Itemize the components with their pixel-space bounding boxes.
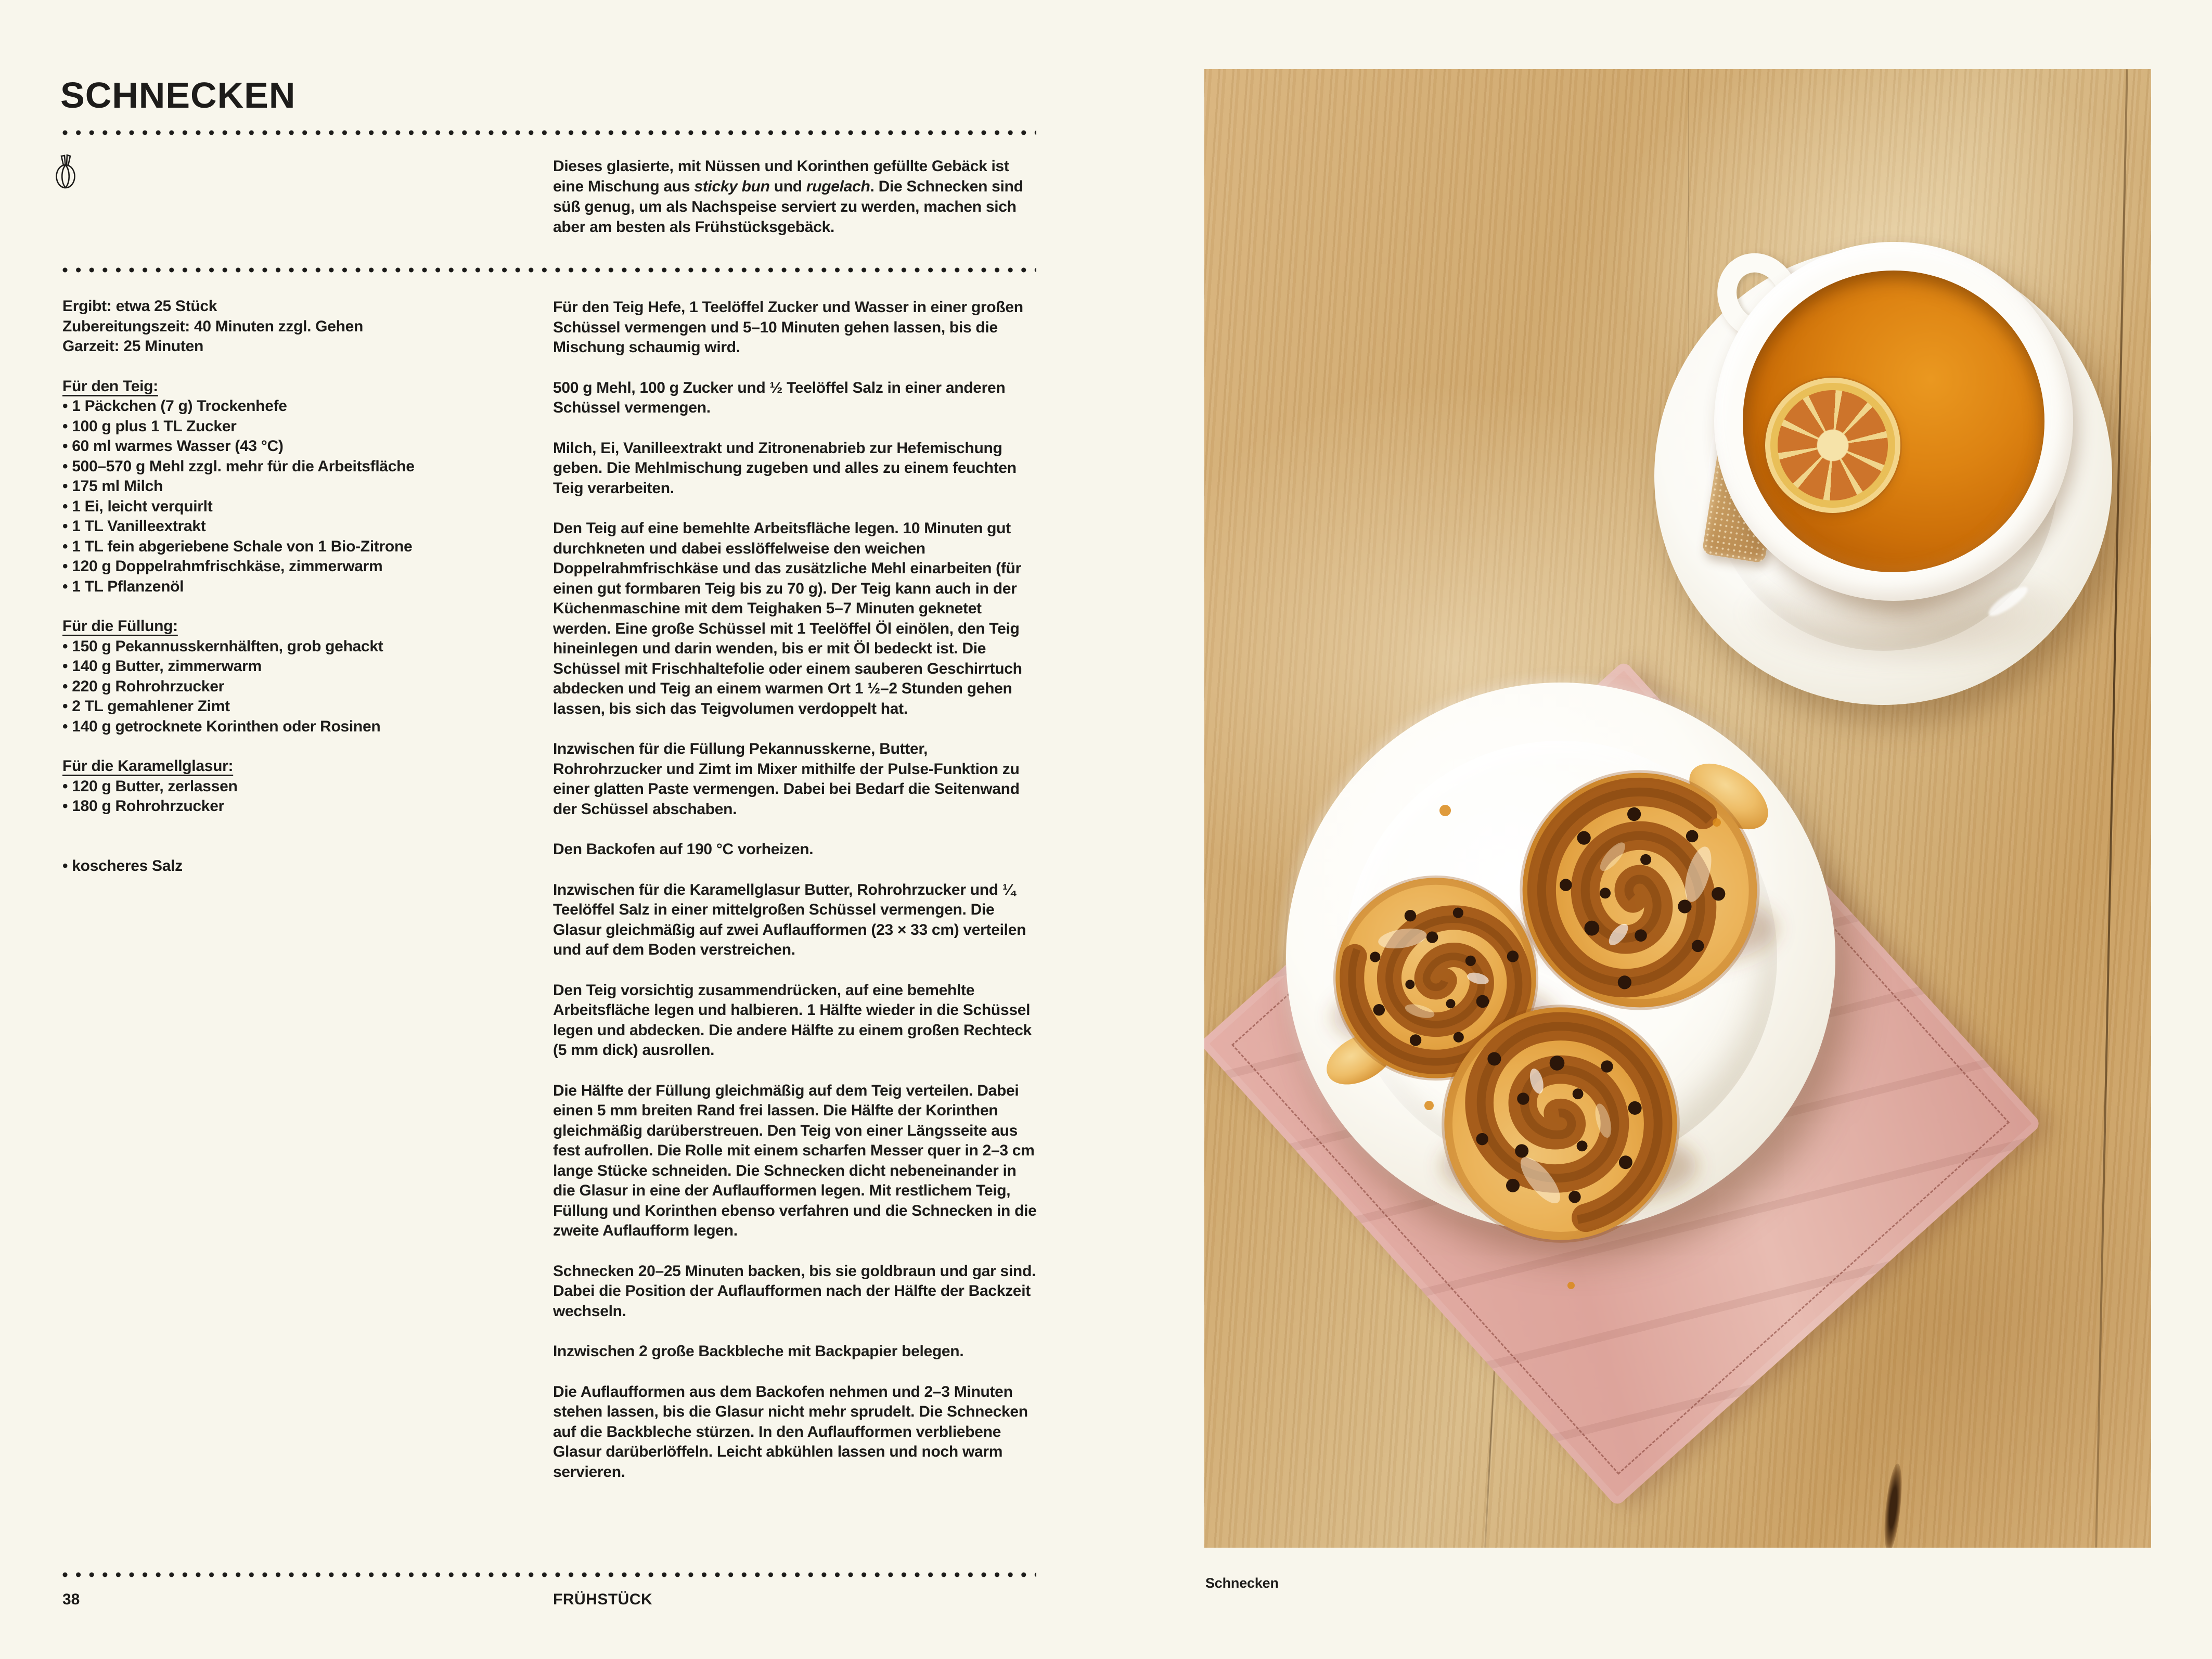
ingredient-item: • 60 ml warmes Wasser (43 °C) — [62, 438, 284, 455]
instructions-column — [553, 298, 1038, 1502]
ingredient-item: • koscheres Salz — [62, 857, 183, 874]
ingredient-item: • 1 TL Vanilleextrakt — [62, 518, 206, 535]
instruction-step: Inzwischen 2 große Backbleche mit Backpapier belegen. — [553, 1343, 964, 1360]
ingredient-item: • 180 g Rohrohrzucker — [62, 798, 224, 815]
intro-italic-sticky-bun: sticky bun — [694, 178, 770, 195]
instruction-step: Die Hälfte der Füllung gleichmäßig auf dem Teig verteilen. Dabei einen 5 mm breiten Rand frei lassen. Die Hälfte der Korinthen gleichmäßig darüberstreuen. Den Teig von einer Längsseite aus fest aufrollen. Die Rolle mit einem scharfen Messer quer in 2–3 cm lange Stücke schneiden. Die Schnecken dicht nebeneinander in die Glasur in eine der Auflaufformen legen. Mit restlichem Teig, Füllung und Korinthen ebenso verfahren und die Schnecken in die zweite Auflaufform legen. — [553, 1082, 1037, 1239]
intro-text: . Die Schnecken sind süß genug, um als Nachspeise serviert zu werden, machen sich aber am besten als Frühstücksgebäck. — [553, 178, 1023, 236]
ingredient-group-heading: Für die Füllung: — [62, 618, 178, 635]
instruction-step: Milch, Ei, Vanilleextrakt und Zitronenabrieb zur Hefemischung geben. Die Mehlmischung zugeben und alles zu einem feuchten Teig verarbeiten. — [553, 439, 1017, 497]
intro-text: und — [769, 178, 806, 195]
dotted-rule-middle — [62, 267, 1036, 273]
onion-icon — [54, 153, 77, 192]
page-number: 38 — [62, 1591, 80, 1608]
recipe-intro — [553, 156, 1038, 237]
ingredient-item: • 140 g Butter, zimmerwarm — [62, 658, 262, 675]
ingredient-group-heading: Für den Teig: — [62, 377, 158, 395]
photo-caption: Schnecken — [1205, 1575, 1279, 1591]
ingredient-item: • 2 TL gemahlener Zimt — [62, 698, 230, 715]
wood-knot — [1881, 1463, 1905, 1548]
dotted-rule-bottom — [62, 1572, 1036, 1577]
instruction-step: Inzwischen für die Füllung Pekannusskerne, Butter, Rohrohrzucker und Zimt im Mixer mithilfe der Pulse-Funktion zu einer glatten Paste vermengen. Dabei bei Bedarf die Seitenwand der Schüssel abschaben. — [553, 740, 1020, 818]
ingredient-item: • 120 g Doppelrahmfrischkäse, zimmerwarm — [62, 558, 383, 575]
instruction-step: Den Backofen auf 190 °C vorheizen. — [553, 841, 814, 858]
meta-line: Ergibt: etwa 25 Stück — [62, 298, 217, 315]
ingredient-list — [62, 856, 541, 877]
recipe-photo — [1204, 69, 2151, 1548]
ingredient-item: • 1 TL fein abgeriebene Schale von 1 Bio-Zitrone — [62, 537, 413, 555]
wood-plank-seam — [1688, 69, 1689, 361]
ingredient-item: • 1 Päckchen (7 g) Trockenhefe — [62, 397, 287, 415]
ingredient-group — [62, 856, 541, 877]
intro-italic-rugelach: rugelach — [806, 178, 870, 195]
ingredient-group — [62, 756, 541, 817]
ingredient-group — [62, 377, 541, 597]
ingredient-item: • 175 ml Milch — [62, 478, 163, 495]
instruction-step: 500 g Mehl, 100 g Zucker und ½ Teelöffel Salz in einer anderen Schüssel vermengen. — [553, 379, 1006, 416]
intro-text: Dieses glasierte, mit Nüssen und Korinthen gefüllte Gebäck ist eine Mischung aus — [553, 158, 1009, 195]
instruction-step: Den Teig auf eine bemehlte Arbeitsfläche legen. 10 Minuten gut durchkneten und dabei esslöffelweise den weichen Doppelrahmfrischkäse und das zusätzliche Mehl einarbeiten (für einen gut formbaren Teig bis zu 70 g). Der Teig kann auch in der Küchenmaschine mit dem Teighaken 5–7 Minuten geknetet werden. Eine große Schüssel mit 1 Teelöffel Öl einölen, den Teig hineinlegen und darin wenden, bis er mit Öl bedeckt ist. Die Schüssel mit Frischhaltefolie oder einem sauberen Geschirrtuch abdecken und Teig an einem warmen Ort 1 ½–2 Stunden gehen lassen, bis sich das Teigvolumen verdoppelt hat. — [553, 520, 1022, 717]
ingredient-item: • 500–570 g Mehl zzgl. mehr für die Arbeitsfläche — [62, 457, 415, 475]
wood-plank-seam — [1484, 1354, 1496, 1548]
meta-line: Zubereitungszeit: 40 Minuten zzgl. Gehen — [62, 317, 364, 335]
page-title: SCHNECKEN — [60, 74, 296, 115]
instruction-step: Die Auflaufformen aus dem Backofen nehmen und 2–3 Minuten stehen lassen, bis die Glasur nicht mehr sprudelt. Die Schnecken auf die Backbleche stürzen. In den Auflaufformen verbliebene Glasur darüberlöffeln. Leicht abkühlen lassen und noch warm servieren. — [553, 1383, 1028, 1481]
instruction-step: Inzwischen für die Karamellglasur Butter, Rohrohrzucker und ¼ Teelöffel Salz in einer mittelgroßen Schüssel vermengen. Die Glasur gleichmäßig auf zwei Auflaufformen (23 × 33 cm) verteilen und auf dem Boden verstreichen. — [553, 881, 1026, 958]
ingredient-item: • 140 g getrocknete Korinthen oder Rosinen — [62, 717, 381, 735]
ingredient-item: • 220 g Rohrohrzucker — [62, 677, 224, 695]
meta-line: Garzeit: 25 Minuten — [62, 338, 204, 355]
dotted-rule-top — [62, 130, 1036, 135]
ingredient-item: • 100 g plus 1 TL Zucker — [62, 417, 237, 435]
ingredient-group — [62, 616, 541, 737]
ingredient-group-heading: Für die Karamellglasur: — [62, 757, 234, 775]
orange-slice — [1765, 378, 1900, 513]
instruction-step: Für den Teig Hefe, 1 Teelöffel Zucker und Wasser in einer großen Schüssel vermengen und 5–10 Minuten gehen lassen, bis die Mischung schaumig wird. — [553, 299, 1023, 356]
ingredient-list — [62, 396, 541, 597]
recipe-meta — [62, 297, 541, 357]
ingredient-item: • 1 TL Pflanzenöl — [62, 577, 184, 595]
wood-plank-seam — [2095, 69, 2128, 1547]
ingredient-list — [62, 777, 541, 817]
ingredient-item: • 120 g Butter, zerlassen — [62, 777, 238, 795]
ingredient-groups — [62, 377, 541, 877]
ingredient-list — [62, 637, 541, 737]
instruction-step: Den Teig vorsichtig zusammendrücken, auf eine bemehlte Arbeitsfläche legen und halbieren. 1 Hälfte wieder in die Schüssel legen und abdecken. Die andere Hälfte zu einem großen Rechteck (5 mm dick) ausrollen. — [553, 981, 1032, 1059]
footer-chapter-label: FRÜHSTÜCK — [553, 1591, 653, 1608]
instruction-step: Schnecken 20–25 Minuten backen, bis sie goldbraun und gar sind. Dabei die Position der Auflaufformen nach der Hälfte der Backzeit wechseln. — [553, 1262, 1036, 1320]
ingredient-item: • 150 g Pekannusskernhälften, grob gehackt — [62, 637, 383, 655]
ingredients-column — [62, 297, 541, 876]
ingredient-item: • 1 Ei, leicht verquirlt — [62, 497, 213, 515]
dinner-plate — [1286, 683, 1835, 1232]
